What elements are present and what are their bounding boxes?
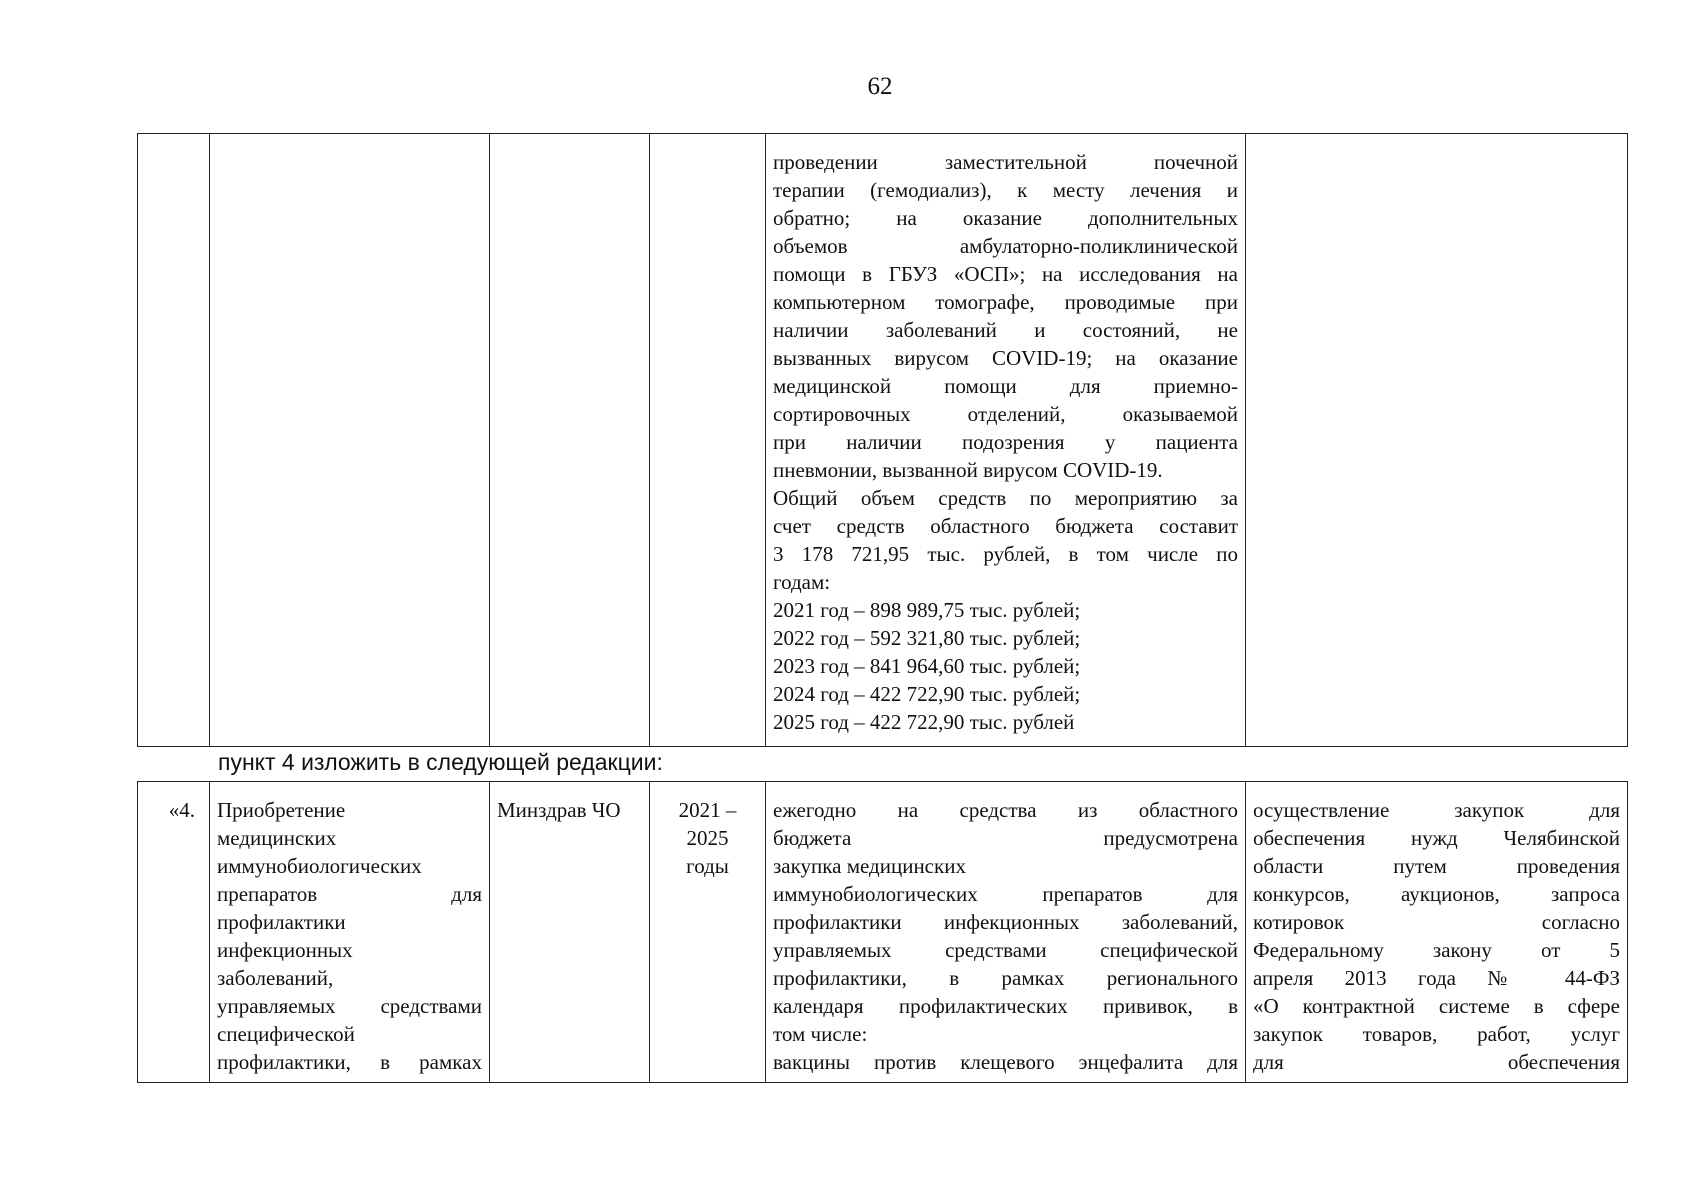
cell-mechanism <box>1246 782 1628 1083</box>
text-line: управляемых средствами специфической <box>773 938 1238 962</box>
executor: Минздрав ЧО <box>497 798 621 822</box>
text-line: Федеральному закону от 5 <box>1253 938 1620 962</box>
text-line: объемов амбулаторно-поликлинической <box>773 234 1238 258</box>
table-row-continued <box>138 134 1628 747</box>
total-line: 3 178 721,95 тыс. рублей, в том числе по <box>773 542 1238 566</box>
text-line: профилактики, в рамках регионального <box>773 966 1238 990</box>
description-text <box>766 134 1245 736</box>
text-line: закупка медицинских <box>773 854 966 878</box>
name-line: профилактики <box>217 910 346 934</box>
text-line: области путем проведения <box>1253 854 1620 878</box>
text-line: ежегодно на средства из областного <box>773 798 1238 822</box>
year-amount: 2024 год – 422 722,90 тыс. рублей; <box>773 682 1081 706</box>
page-number: 62 <box>867 73 893 100</box>
name-line: заболеваний, <box>217 966 334 990</box>
name-line: иммунобиологических <box>217 854 422 878</box>
cell-executor <box>490 782 650 1083</box>
text-line: конкурсов, аукционов, запроса <box>1253 882 1620 906</box>
item-description <box>766 782 1245 1076</box>
text-line: вакцины против клещевого энцефалита для <box>773 1050 1238 1074</box>
year-amount: 2025 год – 422 722,90 тыс. рублей <box>773 710 1075 734</box>
text-line: обратно; на оказание дополнительных <box>773 206 1238 230</box>
text-line: календаря профилактических прививок, в <box>773 994 1238 1018</box>
period-line: 2025 <box>686 826 729 850</box>
text-line: сортировочных отделений, оказываемой <box>773 402 1238 426</box>
cell-executor <box>490 134 650 747</box>
text-line: бюджета предусмотрена <box>773 826 1238 850</box>
name-line: Приобретение <box>217 798 346 822</box>
table-row-4 <box>138 782 1628 1083</box>
amendment-instruction: пункт 4 изложить в следующей редакции: <box>218 749 663 775</box>
item-mechanism <box>1246 782 1627 1076</box>
total-line: Общий объем средств по мероприятию за <box>773 486 1238 510</box>
text-line: для обеспечения <box>1253 1050 1620 1074</box>
text-line: осуществление закупок для <box>1253 798 1620 822</box>
name-line: управляемых средствами <box>217 994 482 1018</box>
cell-period <box>650 134 766 747</box>
text-line: профилактики инфекционных заболеваний, <box>773 910 1238 934</box>
text-line: компьютерном томографе, проводимые при <box>773 290 1238 314</box>
cell-period <box>650 782 766 1083</box>
text-line: апреля 2013 года № 44-ФЗ <box>1253 966 1620 990</box>
continued-table <box>137 133 1628 747</box>
text-line: при наличии подозрения у пациента <box>773 430 1238 454</box>
total-line: счет средств областного бюджета составит <box>773 514 1238 538</box>
text-line: «О контрактной системе в сфере <box>1253 994 1620 1018</box>
text-line: закупок товаров, работ, услуг <box>1253 1022 1620 1046</box>
cell-number <box>138 782 210 1083</box>
name-line: препаратов для <box>217 882 482 906</box>
name-line: специфической <box>217 1022 355 1046</box>
text-line: помощи в ГБУЗ «ОСП»; на исследования на <box>773 262 1238 286</box>
text-line: терапии (гемодиализ), к месту лечения и <box>773 178 1238 202</box>
period-line: 2021 – <box>678 798 737 822</box>
year-amount: 2021 год – 898 989,75 тыс. рублей; <box>773 598 1081 622</box>
text-line: пневмонии, вызванной вирусом COVID-19. <box>773 458 1163 482</box>
total-line: годам: <box>773 570 831 594</box>
text-line: наличии заболеваний и состояний, не <box>773 318 1238 342</box>
cell-name <box>210 134 490 747</box>
text-line: обеспечения нужд Челябинской <box>1253 826 1620 850</box>
name-line: инфекционных <box>217 938 353 962</box>
text-line: котировок согласно <box>1253 910 1620 934</box>
text-line: вызванных вирусом COVID-19; на оказание <box>773 346 1238 370</box>
text-line: медицинской помощи для приемно- <box>773 374 1238 398</box>
item-name <box>210 782 489 1076</box>
name-line: медицинских <box>217 826 337 850</box>
year-amount: 2022 год – 592 321,80 тыс. рублей; <box>773 626 1081 650</box>
item-number: «4. <box>168 798 195 822</box>
cell-description <box>766 134 1246 747</box>
cell-name <box>210 782 490 1083</box>
period <box>650 782 765 880</box>
year-amount: 2023 год – 841 964,60 тыс. рублей; <box>773 654 1081 678</box>
text-line: том числе: <box>773 1022 868 1046</box>
cell-description <box>766 782 1246 1083</box>
text-line: проведении заместительной почечной <box>773 150 1238 174</box>
text-line: иммунобиологических препаратов для <box>773 882 1238 906</box>
cell-number <box>138 134 210 747</box>
cell-mechanism <box>1246 134 1628 747</box>
name-line: профилактики, в рамках <box>217 1050 482 1074</box>
item-4-table <box>137 781 1628 1083</box>
period-line: годы <box>686 854 729 878</box>
